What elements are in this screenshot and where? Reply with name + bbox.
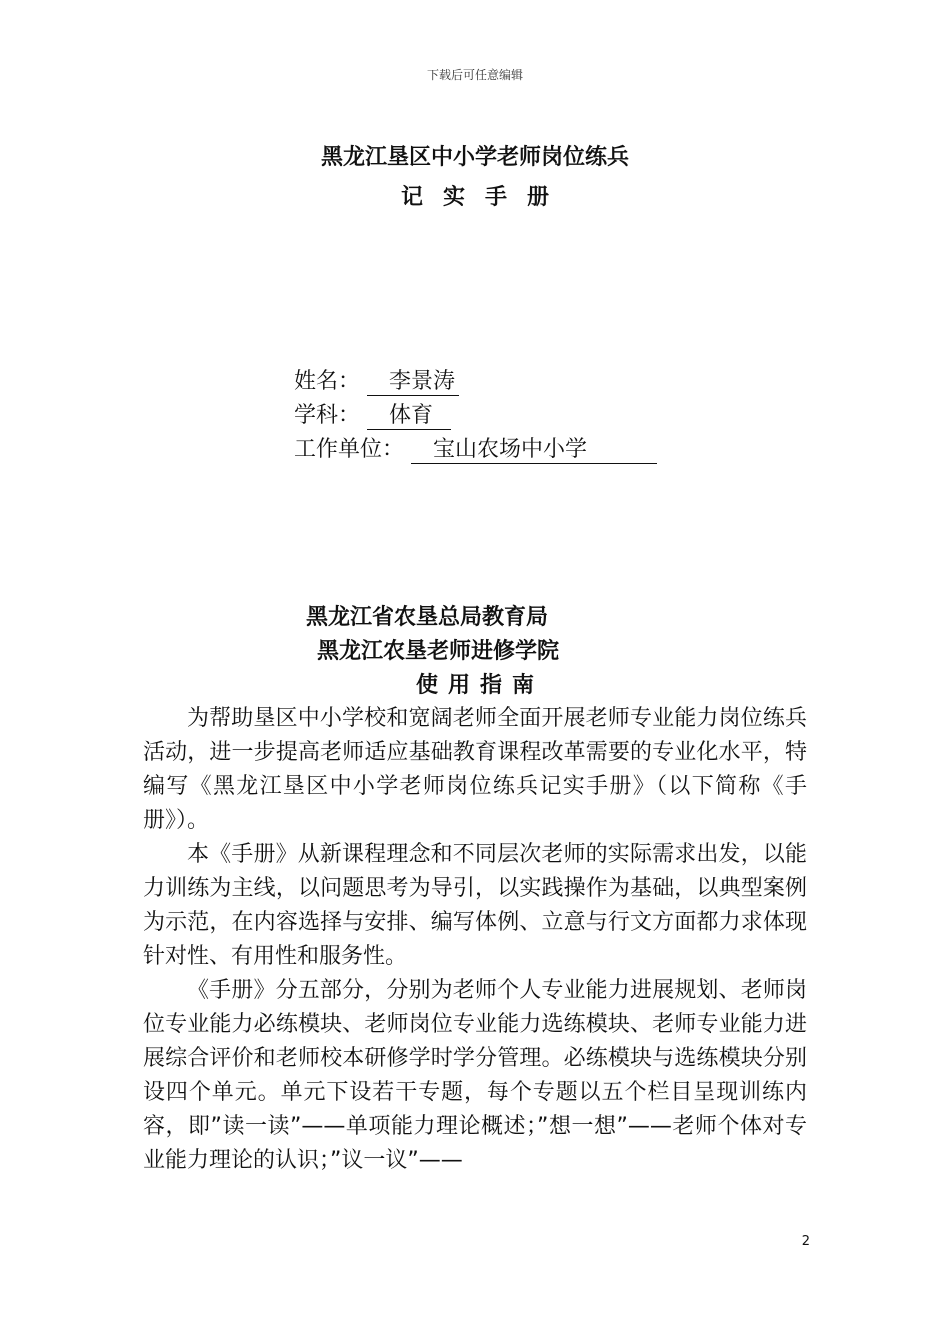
subject-field: [294, 398, 451, 430]
guide-title: 使用指南: [415, 673, 544, 698]
manual-title: 黑龙江垦区中小学老师岗位练兵: [320, 145, 629, 170]
paragraph: 为帮助垦区中小学校和宽阔老师全面开展老师专业能力岗位练兵活动，进一步提高老师适应基础教育课程改革需要的专业化水平，特编写《黑龙江垦区中小学老师岗位练兵记实手册》（以下简称《手册》）。: [143, 706, 807, 833]
workplace-field: [294, 432, 657, 464]
workplace-value: 宝山农场中小学: [411, 437, 657, 464]
guide-body: [143, 702, 807, 1178]
manual-subtitle: 记实手册: [400, 185, 569, 210]
header-note: 下载后可任意编辑: [426, 68, 523, 82]
name-field: [294, 364, 459, 396]
page-number: 2: [801, 1234, 810, 1249]
subject-label: 学科：: [294, 403, 361, 428]
org-line-2: 黑龙江农垦老师进修学院: [317, 639, 560, 664]
paragraph: 本《手册》从新课程理念和不同层次老师的实际需求出发，以能力训练为主线，以问题思考为导引，以实践操作为基础，以典型案例为示范，在内容选择与安排、编写体例、立意与行文方面都力求体现针对性、有用性和服务性。: [143, 842, 807, 969]
subject-value: 体育: [367, 403, 451, 430]
name-value: 李景涛: [367, 369, 459, 396]
name-label: 姓名：: [294, 369, 361, 394]
paragraph: 《手册》分五部分，分别为老师个人专业能力进展规划、老师岗位专业能力必练模块、老师岗位专业能力选练模块、老师专业能力进展综合评价和老师校本研修学时学分管理。必练模块与选练模块分别设四个单元。单元下设若干专题，每个专题以五个栏目呈现训练内容，即”读一读”——单项能力理论概述；”想一想”——老师个体对专业能力理论的认识；”议一议”——: [143, 978, 807, 1173]
org-line-1: 黑龙江省农垦总局教育局: [306, 605, 549, 630]
workplace-label: 工作单位：: [294, 437, 405, 462]
